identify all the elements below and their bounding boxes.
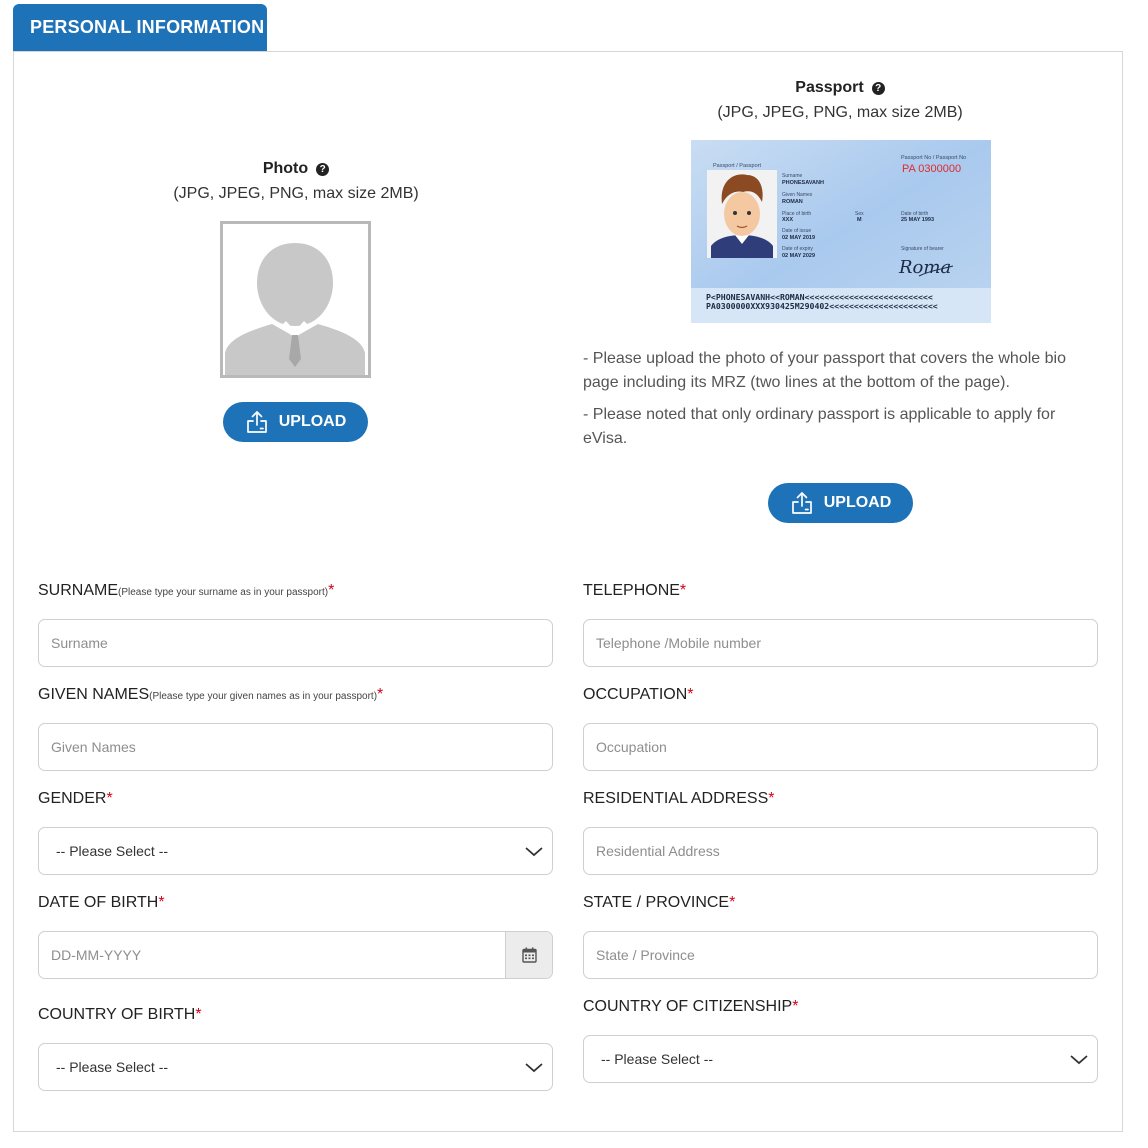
passport-sample-given: ROMAN bbox=[782, 199, 803, 205]
surname-input[interactable] bbox=[39, 620, 552, 666]
passport-sample-mrz-line-2: PA0300000XXX930425M290402<<<<<<<<<<<<<<<<<<<<<< bbox=[706, 301, 938, 311]
passport-sample-header-right: Passport No / Passport No bbox=[901, 155, 967, 161]
required-marker: * bbox=[158, 894, 165, 911]
upload-icon bbox=[790, 491, 814, 515]
passport-sample-sex-label: Sex bbox=[855, 211, 864, 217]
gender-select[interactable] bbox=[38, 827, 553, 875]
passport-sample-pob: XXX bbox=[782, 217, 794, 223]
photo-title: Photo bbox=[262, 160, 309, 177]
required-marker: * bbox=[679, 582, 687, 599]
passport-sample-header-left: Passport / Passport bbox=[713, 163, 761, 169]
country-of-birth-select-value: -- Please Select -- bbox=[56, 1059, 169, 1075]
residential-address-input[interactable] bbox=[584, 828, 1097, 874]
passport-sample-surname-label: Surname bbox=[782, 173, 803, 179]
passport-sample-surname: PHONESAVANH bbox=[782, 180, 824, 186]
given-names-label: GIVEN NAMES(Please type your given names as in your passport)* bbox=[38, 686, 384, 703]
surname-hint: (Please type your surname as in your passport) bbox=[118, 587, 329, 598]
passport-sample-image bbox=[691, 140, 991, 323]
required-marker: * bbox=[729, 894, 736, 911]
occupation-input[interactable] bbox=[584, 724, 1097, 770]
passport-sample-expiry: 02 MAY 2029 bbox=[782, 253, 816, 259]
required-marker: * bbox=[195, 1006, 202, 1023]
tab-personal-information[interactable] bbox=[13, 4, 267, 51]
residential-address-label: RESIDENTIAL ADDRESS* bbox=[583, 790, 775, 807]
state-province-input[interactable] bbox=[584, 932, 1097, 978]
given-names-field[interactable] bbox=[38, 723, 553, 771]
date-of-birth-label: DATE OF BIRTH* bbox=[38, 894, 165, 911]
chevron-down-icon bbox=[1069, 1050, 1089, 1068]
passport-formats: (JPG, JPEG, PNG, max size 2MB) bbox=[717, 104, 963, 121]
country-of-citizenship-select-value: -- Please Select -- bbox=[601, 1051, 714, 1067]
state-province-field[interactable] bbox=[583, 931, 1098, 979]
occupation-label: OCCUPATION* bbox=[583, 686, 694, 703]
telephone-input[interactable] bbox=[584, 620, 1097, 666]
gender-select-value: -- Please Select -- bbox=[56, 843, 169, 859]
passport-sample-mrz-line-1: P<PHONESAVANH<<ROMAN<<<<<<<<<<<<<<<<<<<<<<<<<< bbox=[706, 292, 933, 302]
passport-note-ordinary: - Please noted that only ordinary passport is applicable to apply for eVisa. bbox=[583, 406, 1056, 447]
surname-label: SURNAME(Please type your surname as in your passport)* bbox=[38, 582, 335, 599]
chevron-down-icon bbox=[524, 842, 544, 860]
calendar-icon bbox=[522, 947, 537, 963]
photo-upload-header bbox=[150, 160, 442, 203]
passport-sample-pob-label: Place of birth bbox=[782, 211, 812, 217]
passport-sample-sex: M bbox=[857, 217, 862, 223]
calendar-button[interactable] bbox=[505, 932, 552, 978]
gender-label: GENDER* bbox=[38, 790, 113, 807]
passport-sample-dob: 25 MAY 1993 bbox=[901, 217, 935, 223]
country-of-citizenship-select[interactable] bbox=[583, 1035, 1098, 1083]
date-of-birth-input[interactable] bbox=[39, 932, 507, 978]
required-marker: * bbox=[328, 582, 335, 599]
required-marker: * bbox=[106, 790, 113, 807]
photo-formats: (JPG, JPEG, PNG, max size 2MB) bbox=[173, 185, 419, 202]
question-circle-icon[interactable]: ? bbox=[316, 163, 329, 176]
photo-upload-label: UPLOAD bbox=[278, 413, 347, 430]
passport-sample-number: PA 0300000 bbox=[902, 163, 962, 175]
required-marker: * bbox=[792, 998, 799, 1015]
passport-sample-given-label: Given Names bbox=[782, 192, 813, 198]
telephone-label: TELEPHONE* bbox=[583, 582, 687, 599]
tab-label: PERSONAL INFORMATION bbox=[30, 17, 265, 37]
given-names-hint: (Please type your given names as in your passport) bbox=[149, 691, 378, 702]
residential-address-field[interactable] bbox=[583, 827, 1098, 875]
passport-sample-issue: 02 MAY 2019 bbox=[782, 235, 816, 241]
date-of-birth-field[interactable] bbox=[38, 931, 553, 979]
question-circle-icon[interactable]: ? bbox=[872, 82, 885, 95]
passport-upload-label: UPLOAD bbox=[823, 494, 892, 511]
chevron-down-icon bbox=[524, 1058, 544, 1076]
passport-sample-issue-label: Date of issue bbox=[782, 228, 812, 234]
given-names-input[interactable] bbox=[39, 724, 552, 770]
state-province-label: STATE / PROVINCE* bbox=[583, 894, 736, 911]
telephone-field[interactable] bbox=[583, 619, 1098, 667]
passport-sample-signature-label: Signature of bearer bbox=[901, 246, 944, 252]
required-marker: * bbox=[687, 686, 694, 703]
passport-title: Passport bbox=[795, 79, 864, 96]
required-marker: * bbox=[377, 686, 384, 703]
country-of-birth-label: COUNTRY OF BIRTH* bbox=[38, 1006, 202, 1023]
surname-field[interactable] bbox=[38, 619, 553, 667]
passport-sample-expiry-label: Date of expiry bbox=[782, 246, 813, 252]
photo-placeholder-image bbox=[220, 221, 371, 378]
passport-upload-header bbox=[690, 79, 990, 122]
country-of-citizenship-label: COUNTRY OF CITIZENSHIP* bbox=[583, 998, 799, 1015]
passport-note-bio-page: - Please upload the photo of your passport that covers the whole bio page including its MRZ (two lines at the bottom of the page). bbox=[583, 350, 1066, 391]
required-marker: * bbox=[768, 790, 775, 807]
passport-sample-signature: Roma bbox=[899, 257, 952, 278]
occupation-field[interactable] bbox=[583, 723, 1098, 771]
passport-sample-dob-label: Date of birth bbox=[901, 211, 929, 217]
passport-upload-button[interactable] bbox=[768, 483, 913, 523]
country-of-birth-select[interactable] bbox=[38, 1043, 553, 1091]
upload-icon bbox=[245, 410, 269, 434]
photo-upload-button[interactable] bbox=[223, 402, 368, 442]
